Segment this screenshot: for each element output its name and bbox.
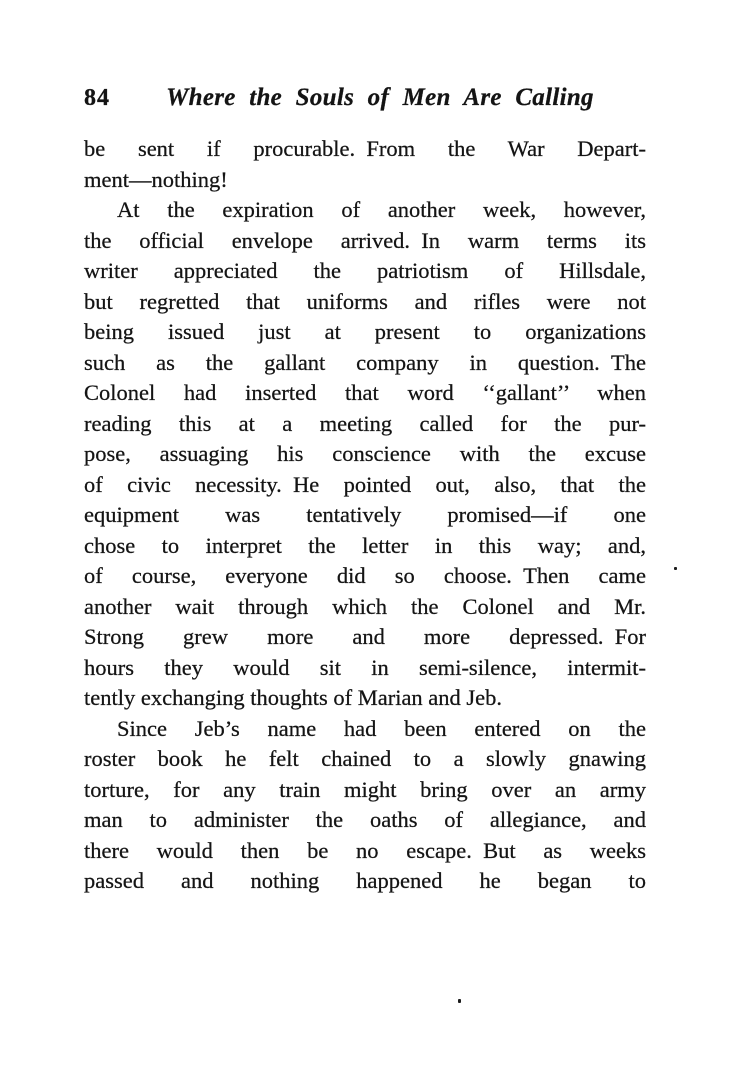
body-text (84, 134, 646, 897)
text-line: torture, for any train might bring over an army (84, 776, 646, 802)
text-line: Colonel had inserted that word ‘‘gallant’’ when (84, 380, 646, 405)
text-line: hours they would sit in semi-silence, intermit- (84, 654, 646, 680)
printing-speck (674, 567, 677, 570)
text-line: be sent if procurable. From the War Depart- (84, 136, 646, 161)
text-line: passed and nothing happened he began to (84, 868, 646, 893)
text-line: there would then be no escape. But as weeks (84, 837, 646, 863)
text-line: pose, assuaging his conscience with the excuse (84, 441, 646, 466)
text-line: chose to interpret the letter in this way; and, (84, 532, 646, 558)
text-line: At the expiration of another week, however, (117, 197, 646, 222)
text-line: but regretted that uniforms and rifles were not (84, 288, 646, 314)
text-line: tently exchanging thoughts of Marian and Jeb. (84, 685, 503, 710)
text-line: another wait through which the Colonel and Mr. (84, 593, 646, 619)
text-line: Since Jeb’s name had been entered on the (117, 715, 646, 741)
text-line: equipment was tentatively promised—if one (84, 502, 646, 527)
text-line: of civic necessity. He pointed out, also, that the (84, 471, 646, 497)
text-line: Strong grew more and more depressed. For (84, 624, 646, 649)
text-line: such as the gallant company in question. The (84, 349, 646, 375)
text-line: man to administer the oaths of allegiance, and (84, 807, 646, 832)
running-header (84, 84, 650, 112)
running-title: Where the Souls of Men Are Calling (166, 84, 594, 111)
text-line: the official envelope arrived. In warm terms its (84, 227, 646, 253)
text-line: reading this at a meeting called for the pur- (84, 410, 646, 436)
text-line: roster book he felt chained to a slowly gnawing (84, 746, 646, 771)
page-number: 84 (84, 85, 110, 111)
text-line: being issued just at present to organizations (84, 319, 646, 344)
printing-speck (458, 999, 461, 1003)
text-line: of course, everyone did so choose. Then came (84, 563, 646, 588)
text-line: ment—nothing! (84, 166, 228, 192)
text-line: writer appreciated the patriotism of Hillsdale, (84, 258, 646, 283)
